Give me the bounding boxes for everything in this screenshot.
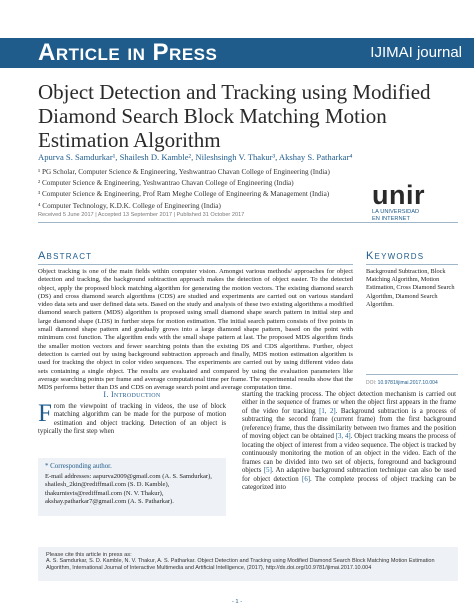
citation-link[interactable]: [3, 4] bbox=[335, 433, 351, 441]
keywords-rule bbox=[366, 264, 458, 265]
unir-logo-mark: unir bbox=[372, 180, 425, 210]
abstract-text: Object tracking is one of the main fields within computer vision. Amongst various methods/ approaches for object detection and tracking, the background subtraction approach makes the detection of object easier. To the detected object, apply the proposed block matching algorithm for generating the motion vectors. The existing diamond search (DS) and cross diamond search algorithms (CDS) are studied and experiments are carried out on various standard video data sets and user defined data sets. Based on the study and analysis of these two existing algorithms a modified diamond search pattern (MDS) algorithm is proposed using small diamond shape search pattern in initial step and large diamond shape (LDS) in further steps for motion estimation. The initial search pattern consists of five points in small diamond shape pattern and gradually grows into a large diamond shape pattern, based on the point with minimum cost function. The algorithm ends with the small shape pattern at last. The proposed MDS algorithm finds the smaller motion vectors and fewer searching points than the existing DS and CDS algorithms. Further, object detection is carried out by using background subtraction approach and finally, MDS motion estimation algorithm is used for tracking the object in color video sequences. The experiments are carried out by using different video data sets containing a single object. The results are evaluated and compared by using the evaluation parameters like average searching points per frame and average computational time per frame. The experimental results show that the MDS performs better than DS and CDS on average search point and average computation time. bbox=[38, 268, 353, 392]
affiliation-1: ¹ PG Scholar, Computer Science & Engineering, Yeshwantrao Chavan College of Engineering (India) bbox=[38, 168, 330, 176]
affiliation-3: ³ Computer Science & Engineering, Prof Ram Meghe College of Engineering & Management (India) bbox=[38, 190, 330, 199]
affiliation-2: ² Computer Science & Engineering, Yeshwantrao Chavan College of Engineering (India) bbox=[38, 179, 294, 188]
citation-link[interactable]: [5] bbox=[263, 467, 272, 475]
header-divider bbox=[38, 222, 458, 223]
keywords-heading: Keywords bbox=[366, 250, 425, 262]
drop-cap: F bbox=[38, 400, 52, 427]
article-in-press-label: Article in Press bbox=[38, 39, 218, 66]
doi-link[interactable]: 10.9781/ijimai.2017.10.004 bbox=[377, 380, 438, 386]
doi-rule bbox=[366, 374, 458, 375]
unir-logo bbox=[372, 182, 452, 222]
abstract-heading: Abstract bbox=[38, 250, 93, 262]
introduction-heading: I. Introduction bbox=[103, 390, 161, 399]
introduction-right-column bbox=[242, 391, 456, 492]
doi-label: DOI: bbox=[366, 380, 377, 386]
intro-text-d: . An adaptive background subtraction technique can also be used for object detection bbox=[242, 467, 456, 483]
page-number: - 1 - bbox=[231, 599, 243, 605]
abstract-rule bbox=[38, 264, 353, 265]
author-list: Apurva S. Samdurkar¹, Shailesh D. Kamble², Nileshsingh V. Thakur³, Akshay S. Patharkar⁴ bbox=[38, 152, 353, 162]
affiliation-list bbox=[38, 167, 358, 212]
intro-text-b: . Background subtraction is a process of subtracting the second frame (current frame) from the first background (reference) frame, thus the dissimilarity between two frames and the position of moving object can be obtained bbox=[242, 407, 456, 441]
intro-text-a: starting the tracking process. The object detection mechanism is carried out either in the sequence of frames or when the object first appears in the frame of the video for tracking bbox=[242, 391, 456, 415]
citation-box bbox=[38, 547, 458, 581]
doi bbox=[366, 380, 438, 386]
intro-text-e: . The complete process of object tracking can be categorized into bbox=[242, 475, 457, 491]
introduction-left-text: rom the viewpoint of tracking in videos, the use of block matching algorithm can be made for the purpose of motion estimation and object tracking. Detection of an object is typically the first step when bbox=[38, 403, 226, 436]
citation-link[interactable]: [6] bbox=[302, 475, 311, 483]
introduction-left-column bbox=[38, 400, 226, 437]
publication-dates: Received 5 June 2017 | Accepted 13 September 2017 | Published 31 October 2017 bbox=[38, 212, 245, 218]
unir-logo-line1: LA UNIVERSIDAD bbox=[372, 209, 420, 215]
paper-title: Object Detection and Tracking using Modified Diamond Search Block Matching Motion Estimation Algorithm bbox=[38, 80, 431, 152]
affiliation-4: ⁴ Computer Technology, K.D.K. College of Engineering (India) bbox=[38, 201, 221, 210]
citation-text: A. S. Samdurkar, S. D. Kamble, N. V. Thakur, A. S. Patharkar. Object Detection and Tracking using Modified Diamond Search Block Matching Motion Estimation Algorithm, International Journal of Interactive Multimedia and Artificial Intelligence, (2017), http://dx.doi.org/10.9781/ijimai.2017.10.004 bbox=[46, 558, 435, 571]
corresponding-author-emails: E-mail addresses: aapurva2009@gmail.com (A. S. Samdurkar), shailesh_2kin@rediffmail.com (S. D. Kamble), thakurnisvis@rediffmail.com (N. V. Thakur), akshay.patharkar7@gmail.com (A. S. Patharkar). bbox=[45, 473, 212, 505]
citation-link[interactable]: [1, 2] bbox=[319, 407, 336, 415]
citation-label: Please cite this article in press as: bbox=[46, 552, 132, 558]
corresponding-author-box bbox=[38, 458, 226, 516]
corresponding-author-heading: * Corresponding author. bbox=[45, 463, 112, 470]
intro-text-c: . Object tracking means the process of locating the object of interest from a video sequence. The object is tracked by continuously monitoring the motion of an object in the video. Each of the frames can be divided into two set of objects, foreground and background objects bbox=[242, 433, 457, 475]
journal-name: IJIMAI journal bbox=[370, 44, 462, 61]
keywords-text: Background Subtraction, Block Matching Algorithm, Motion Estimation, Cross Diamond Search Algorithm, Diamond Search Algorithm. bbox=[366, 268, 455, 308]
unir-logo-line2: EN INTERNET bbox=[372, 215, 410, 222]
